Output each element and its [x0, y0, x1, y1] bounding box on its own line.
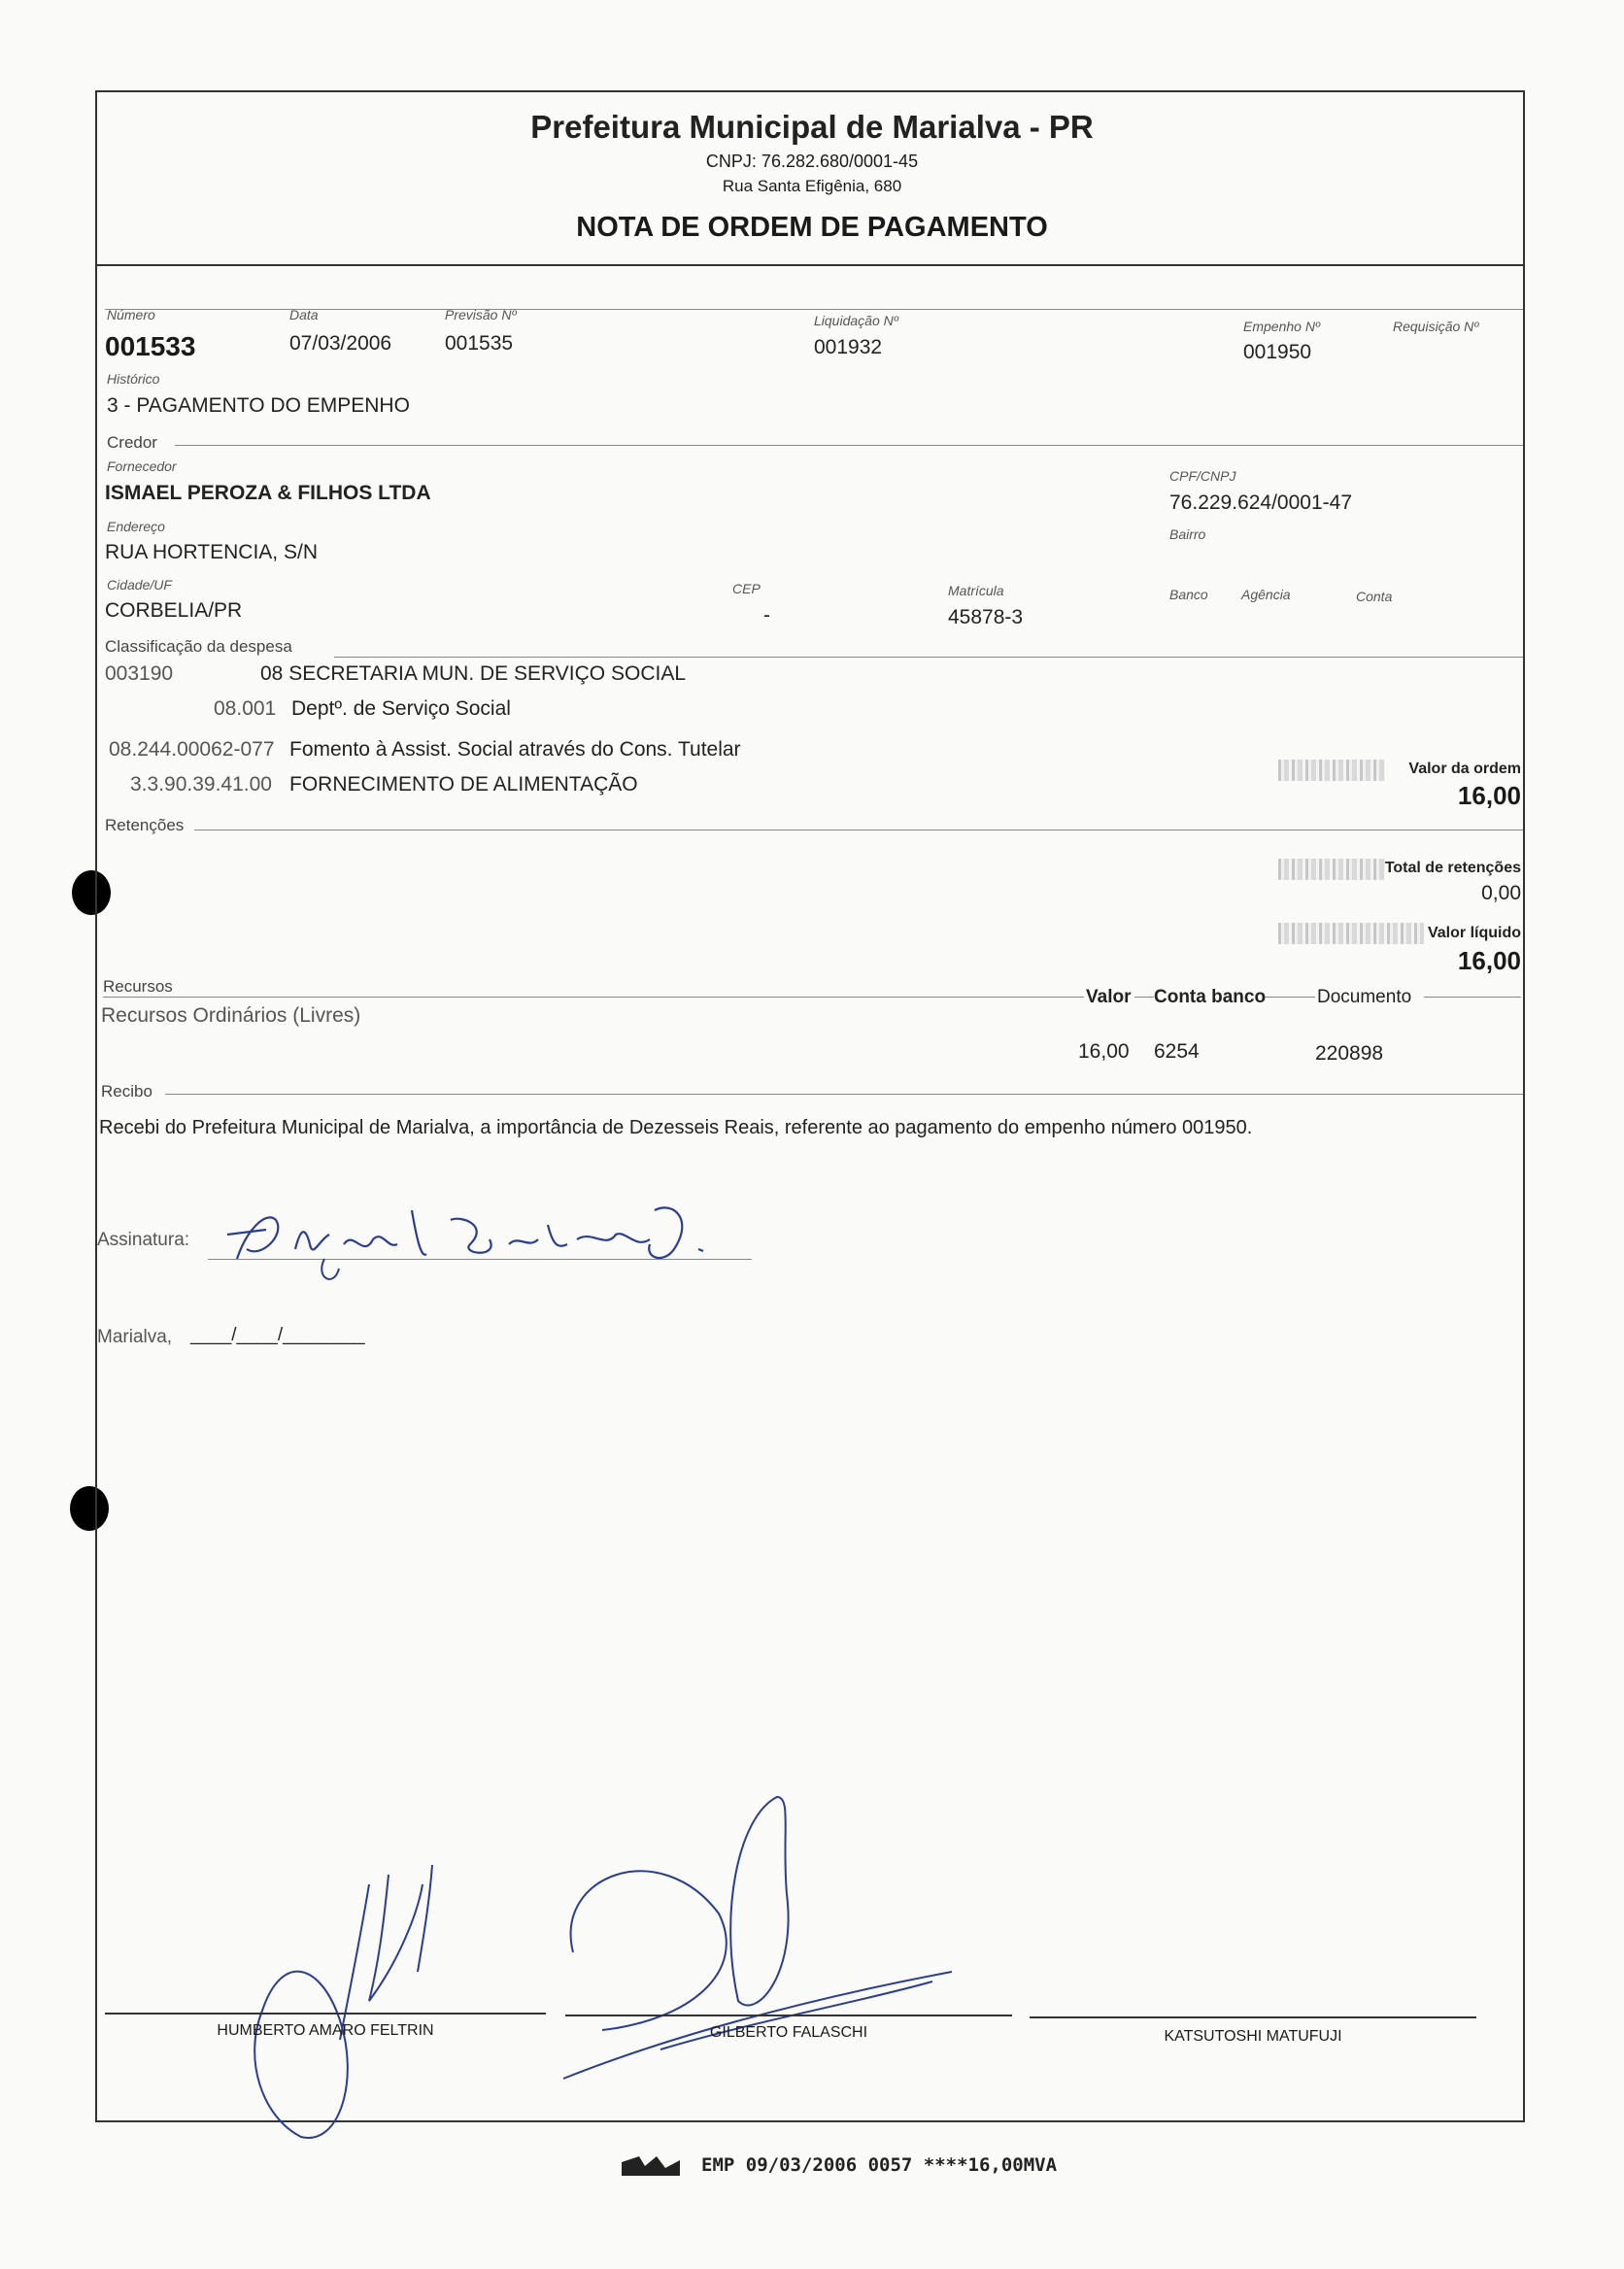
- recursos-divider: [1265, 997, 1315, 998]
- classificacao-code: 08.244.00062-077: [109, 738, 275, 761]
- recursos-col-conta: Conta banco: [1154, 987, 1267, 1007]
- historico-value: 3 - PAGAMENTO DO EMPENHO: [107, 394, 410, 417]
- total-retencoes-value: 0,00: [1481, 882, 1521, 904]
- classificacao-divider: [334, 657, 1523, 658]
- header-address: Rua Santa Efigênia, 680: [722, 177, 902, 195]
- header-cnpj: CNPJ: 76.282.680/0001-45: [705, 152, 919, 171]
- local-date-label: Marialva,: [97, 1327, 173, 1347]
- valor-ordem-label: Valor da ordem: [1408, 761, 1521, 777]
- numero-value: 001533: [105, 331, 196, 361]
- requisicao-label: Requisição Nº: [1393, 319, 1479, 334]
- liquidacao-value: 001932: [814, 336, 883, 358]
- bank-stamp: EMP 09/03/2006 0057 ****16,00MVA: [701, 2154, 1058, 2176]
- recibo-text: Recebi do Prefeitura Municipal de Marialva, a importância de Dezesseis Reais, referente ao pagamento do empenho número 001950.: [99, 1117, 1253, 1138]
- classificacao-code: 3.3.90.39.41.00: [130, 773, 272, 796]
- assinatura-label: Assinatura:: [97, 1230, 190, 1250]
- recursos-documento: 220898: [1315, 1042, 1384, 1065]
- cidade-label: Cidade/UF: [107, 577, 172, 593]
- endereco-label: Endereço: [107, 519, 165, 534]
- recursos-col-valor: Valor: [1086, 987, 1132, 1007]
- receiver-signature: [208, 1191, 752, 1298]
- liquidacao-label: Liquidação Nº: [814, 313, 898, 328]
- recursos-conta: 6254: [1154, 1040, 1200, 1063]
- valor-liquido-label: Valor líquido: [1427, 925, 1521, 941]
- endereco-value: RUA HORTENCIA, S/N: [105, 541, 318, 563]
- signatory-name: HUMBERTO AMARO FELTRIN: [217, 2022, 434, 2039]
- retencoes-section: Retenções: [105, 816, 185, 834]
- fornecedor-label: Fornecedor: [107, 458, 177, 474]
- classificacao-section: Classificação da despesa: [105, 637, 292, 656]
- credor-section: Credor: [107, 433, 157, 452]
- data-label: Data: [289, 307, 319, 322]
- classificacao-desc: 08 SECRETARIA MUN. DE SERVIÇO SOCIAL: [260, 662, 687, 685]
- bairro-label: Bairro: [1169, 526, 1206, 542]
- data-value: 07/03/2006: [289, 332, 392, 355]
- recursos-divider: [1424, 997, 1521, 998]
- local-date-blank: ____/____/________: [190, 1325, 365, 1345]
- fornecedor-value: ISMAEL PEROZA & FILHOS LTDA: [105, 482, 431, 504]
- signature-falaschi: [544, 1778, 952, 2088]
- recibo-divider: [165, 1094, 1523, 1095]
- credor-divider: [175, 445, 1523, 446]
- signatory-name: GILBERTO FALASCHI: [709, 2024, 868, 2041]
- recursos-col-documento: Documento: [1317, 987, 1412, 1007]
- valor-ordem-value: 16,00: [1457, 781, 1521, 810]
- signatory-name: KATSUTOSHI MATUFUJI: [1164, 2028, 1342, 2045]
- cpf-label: CPF/CNPJ: [1169, 468, 1236, 484]
- cep-label: CEP: [732, 581, 761, 596]
- signature-line: [1030, 2016, 1476, 2018]
- cpf-value: 76.229.624/0001-47: [1169, 491, 1353, 514]
- numero-label: Número: [107, 307, 155, 322]
- total-retencoes-label: Total de retenções: [1384, 860, 1521, 876]
- document-title: NOTA DE ORDEM DE PAGAMENTO: [576, 212, 1048, 243]
- empenho-value: 001950: [1243, 341, 1312, 363]
- matricula-label: Matrícula: [948, 583, 1004, 598]
- classificacao-code: 003190: [105, 662, 174, 685]
- header-divider: [95, 264, 1525, 266]
- recursos-fonte: Recursos Ordinários (Livres): [101, 1004, 361, 1027]
- valor-liquido-value: 16,00: [1457, 946, 1521, 975]
- signature-line: [565, 2015, 1012, 2016]
- classificacao-code: 08.001: [214, 697, 277, 720]
- conta-label: Conta: [1356, 589, 1393, 604]
- historico-label: Histórico: [107, 371, 160, 387]
- cep-value: -: [763, 604, 770, 627]
- cidade-value: CORBELIA/PR: [105, 599, 243, 622]
- banco-label: Banco: [1169, 587, 1208, 602]
- empenho-label: Empenho Nº: [1243, 319, 1321, 334]
- agencia-label: Agência: [1241, 587, 1291, 602]
- classificacao-desc: FORNECIMENTO DE ALIMENTAÇÃO: [289, 773, 638, 796]
- header-title: Prefeitura Municipal de Marialva - PR: [530, 109, 1094, 145]
- previsao-value: 001535: [445, 332, 514, 355]
- recursos-divider: [103, 997, 1084, 998]
- recursos-valor: 16,00: [1078, 1040, 1130, 1063]
- recibo-section: Recibo: [101, 1082, 152, 1101]
- matricula-value: 45878-3: [948, 606, 1024, 628]
- recursos-divider: [1134, 997, 1154, 998]
- classificacao-desc: Deptº. de Serviço Social: [291, 697, 511, 720]
- classificacao-desc: Fomento à Assist. Social através do Cons. Tutelar: [289, 738, 741, 761]
- recursos-section: Recursos: [103, 977, 173, 996]
- signature-feltrin: [223, 1846, 515, 2156]
- previsao-label: Previsão Nº: [445, 307, 517, 322]
- signature-line: [105, 2013, 546, 2015]
